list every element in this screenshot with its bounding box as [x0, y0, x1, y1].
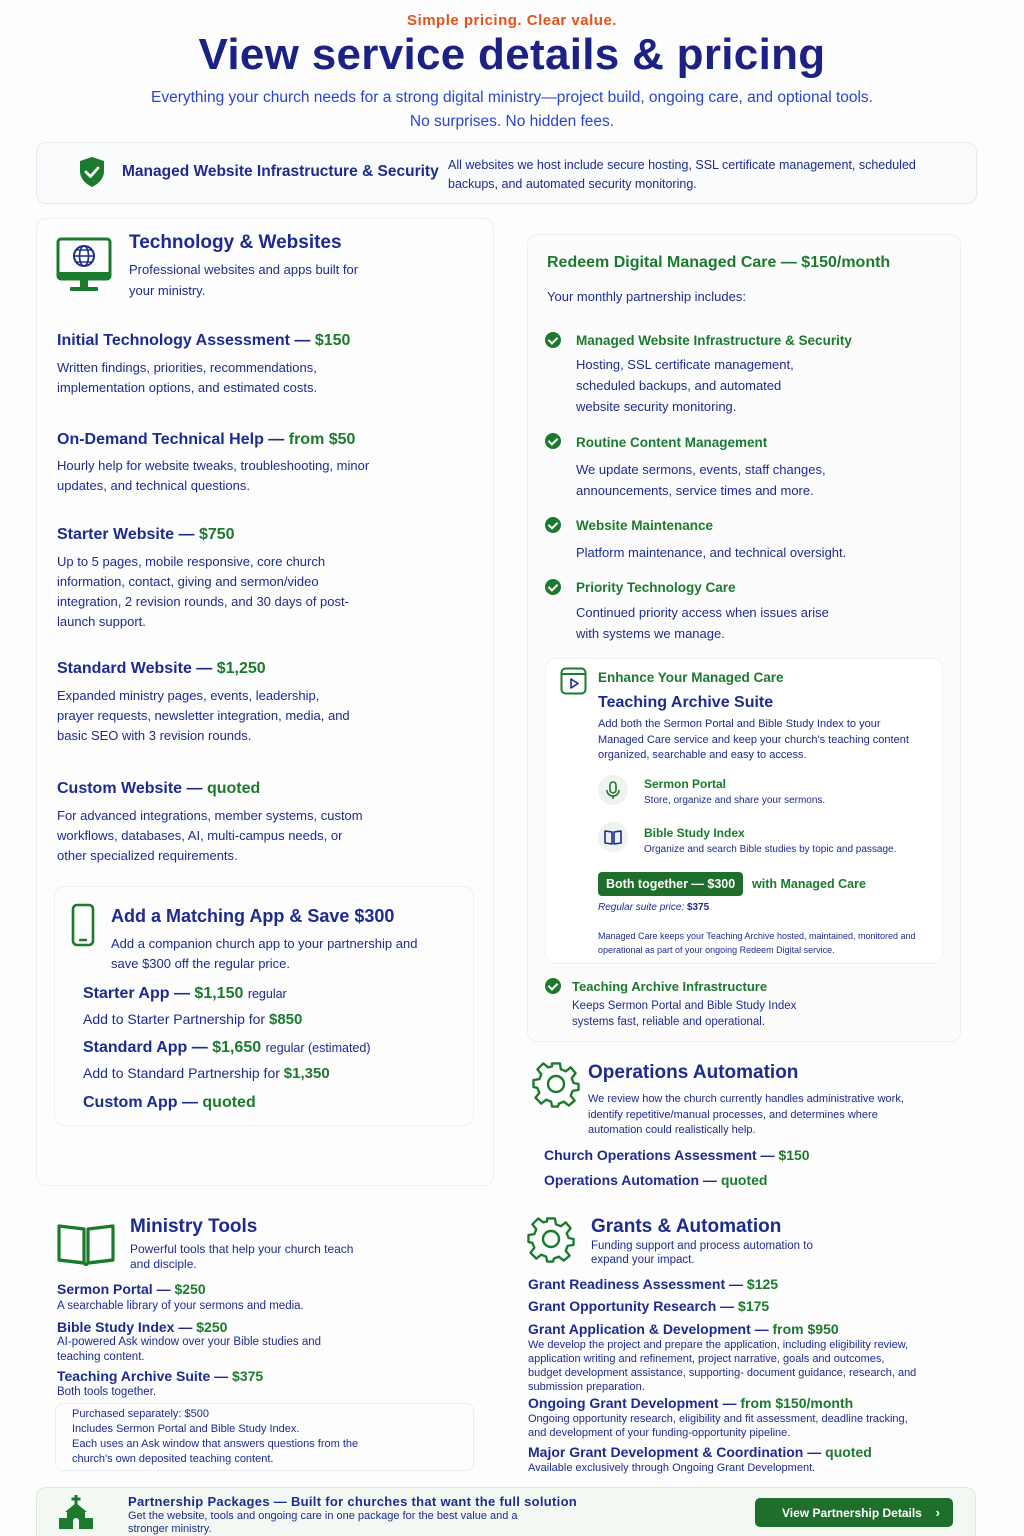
managed-care-title: Redeem Digital Managed Care — $150/month [547, 254, 891, 271]
ministry-tools-title: Ministry Tools [130, 1216, 258, 1237]
open-book-icon [598, 822, 628, 852]
operations-automation-price: Operations Automation — quoted [544, 1172, 768, 1188]
ministry-tool-teaching-archive: Teaching Archive Suite — $375 [57, 1368, 264, 1384]
custom-app-price: Custom App — quoted [83, 1094, 256, 1111]
archive-infra-description: Keeps Sermon Portal and Bible Study Index systems fast, reliable and operational. [572, 1000, 797, 1028]
partnership-packages-description: Get the website, tools and ongoing care in one package for the best value and a stronger ministry. [128, 1510, 518, 1535]
ministry-tool-bible-study-index: Bible Study Index — $250 [57, 1319, 228, 1335]
view-partnership-details-button[interactable] [755, 1498, 953, 1527]
ongoing-grant-development: Ongoing Grant Development — from $150/month [528, 1395, 854, 1411]
ministry-tool-sermon-portal: Sermon Portal — $250 [57, 1281, 206, 1297]
check-circle-icon [545, 978, 561, 994]
check-circle-icon [545, 579, 561, 595]
grant-readiness-assessment: Grant Readiness Assessment — $125 [528, 1276, 779, 1292]
managed-care-item-desc: We update sermons, events, staff changes, announcements, service times and more. [576, 462, 826, 498]
teaching-archive-footnote: Managed Care keeps your Teaching Archive hosted, maintained, monitored and operational as part of your ongoing Redeem Digital service. [598, 931, 916, 955]
service-on-demand-help-desc: Hourly help for website tweaks, troubleshooting, minor updates, and technical questions. [57, 458, 370, 493]
partnership-packages-title: Partnership Packages — Built for churches that want the full solution [128, 1494, 578, 1509]
ongoing-grant-description: Ongoing opportunity research, eligibility and fit assessment, deadline tracking, and development of your funding-opportunity pipeline. [528, 1413, 908, 1439]
matching-app-title: Add a Matching App & Save $300 [111, 906, 395, 926]
infrastructure-title: Managed Website Infrastructure & Security [122, 163, 439, 180]
church-icon [58, 1494, 94, 1530]
microphone-icon [598, 775, 628, 805]
sermon-portal-description: Store, organize and share your sermons. [644, 795, 826, 806]
standard-app-price: Standard App — $1,650 regular (estimated) [83, 1039, 371, 1056]
grants-description: Funding support and process automation to expand your impact. [591, 1240, 813, 1266]
check-circle-icon [545, 332, 561, 348]
managed-care-item-desc: Hosting, SSL certificate management, scheduled backups, and automated website security monitoring. [576, 357, 794, 414]
regular-suite-price: Regular suite price: $375 [598, 902, 710, 913]
grant-application-description: We develop the project and prepare the application, including eligibility review, application writing and refinement, project narrative, goals and outcomes, budget development assistance, supporting- document guidance, research, and submission preparation. [528, 1339, 917, 1393]
service-starter-website: Starter Website — $750 [57, 526, 235, 543]
both-together-badge: Both together — $300 [598, 872, 743, 896]
managed-care-item-title: Priority Technology Care [576, 580, 736, 595]
managed-care-intro: Your monthly partnership includes: [547, 289, 746, 304]
standard-app-partnership: Add to Standard Partnership for $1,350 [83, 1065, 330, 1082]
managed-care-item-title: Managed Website Infrastructure & Security [576, 333, 852, 348]
monitor-globe-icon [56, 236, 112, 294]
view-partnership-details-label: View Partnership Details [782, 1506, 922, 1520]
infrastructure-description: All websites we host include secure hosting, SSL certificate management, scheduled backups, and automated security monitoring. [448, 158, 916, 191]
bible-study-index-title: Bible Study Index [644, 826, 745, 840]
chevron-right-icon: › [935, 1505, 940, 1520]
with-managed-care-label: with Managed Care [752, 877, 866, 891]
operations-automation-description: We review how the church currently handles administrative work, identify repetitive/manual processes, and determines where automation could realistically help. [588, 1093, 904, 1136]
managed-care-item-title: Website Maintenance [576, 518, 714, 533]
starter-app-price: Starter App — $1,150 regular [83, 985, 287, 1002]
managed-care-item-desc: Continued priority access when issues arise with systems we manage. [576, 605, 829, 641]
page-subtitle: Everything your church needs for a strong digital ministry—project build, ongoing care, and optional tools. No surprises. No hidden fees. [150, 89, 873, 130]
check-circle-icon [545, 517, 561, 533]
grant-application-development: Grant Application & Development — from $950 [528, 1321, 839, 1337]
church-operations-assessment: Church Operations Assessment — $150 [544, 1147, 810, 1163]
managed-care-item-desc: Platform maintenance, and technical oversight. [576, 545, 847, 560]
technology-description: Professional websites and apps built for your ministry. [129, 262, 359, 298]
service-custom-website-desc: For advanced integrations, member systems, custom workflows, databases, AI, multi-campus needs, or other specialized requirements. [57, 808, 363, 863]
shield-check-icon [78, 156, 106, 188]
enhance-label: Enhance Your Managed Care [598, 670, 784, 685]
check-circle-icon [545, 433, 561, 449]
archive-infra-title: Teaching Archive Infrastructure [572, 979, 768, 994]
starter-app-partnership: Add to Starter Partnership for $850 [83, 1011, 303, 1028]
major-grant-description: Available exclusively through Ongoing Grant Development. [528, 1462, 816, 1474]
ministry-tool-desc: AI-powered Ask window over your Bible studies and teaching content. [57, 1336, 322, 1363]
service-custom-website: Custom Website — quoted [57, 780, 261, 797]
ministry-tool-desc: A searchable library of your sermons and media. [57, 1300, 304, 1312]
video-play-icon [560, 667, 587, 695]
major-grant-development: Major Grant Development & Coordination — quoted [528, 1444, 872, 1460]
smartphone-icon [71, 903, 95, 947]
page-kicker: Simple pricing. Clear value. [407, 12, 617, 29]
grants-title: Grants & Automation [591, 1216, 782, 1237]
open-book-icon [56, 1220, 116, 1266]
service-starter-website-desc: Up to 5 pages, mobile responsive, core church information, contact, giving and sermon/video integration, 2 revision rounds, and 30 days of post-launch support. [57, 554, 349, 629]
technology-title: Technology & Websites [129, 232, 342, 253]
service-initial-assessment: Initial Technology Assessment — $150 [57, 332, 351, 349]
managed-care-item-title: Routine Content Management [576, 435, 768, 450]
gear-icon [527, 1215, 575, 1263]
service-initial-assessment-desc: Written findings, priorities, recommendations, implementation options, and estimated costs. [57, 360, 318, 395]
purchased-separately-text: Purchased separately: $500 Includes Sermon Portal and Bible Study Index. Each uses an Ask window that answers questions from the church's own deposited teaching content. [72, 1408, 359, 1465]
ministry-tool-desc: Both tools together. [57, 1386, 157, 1398]
matching-app-description: Add a companion church app to your partnership and save $300 off the regular price. [111, 936, 418, 971]
bible-study-index-description: Organize and search Bible studies by topic and passage. [644, 844, 897, 855]
teaching-archive-title: Teaching Archive Suite [598, 694, 774, 711]
grant-opportunity-research: Grant Opportunity Research — $175 [528, 1298, 770, 1314]
service-standard-website: Standard Website — $1,250 [57, 660, 266, 677]
teaching-archive-description: Add both the Sermon Portal and Bible Study Index to your Managed Care service and keep your church's teaching content organized, searchable and easy to access. [598, 718, 909, 761]
sermon-portal-title: Sermon Portal [644, 777, 727, 791]
operations-automation-title: Operations Automation [588, 1062, 799, 1083]
page-title: View service details & pricing [198, 30, 826, 79]
service-standard-website-desc: Expanded ministry pages, events, leadership, prayer requests, newsletter integration, media, and basic SEO with 3 revision rounds. [57, 688, 350, 743]
service-on-demand-help: On-Demand Technical Help — from $50 [57, 431, 356, 448]
gear-icon [532, 1060, 580, 1108]
ministry-tools-description: Powerful tools that help your church teach and disciple. [130, 1242, 354, 1271]
